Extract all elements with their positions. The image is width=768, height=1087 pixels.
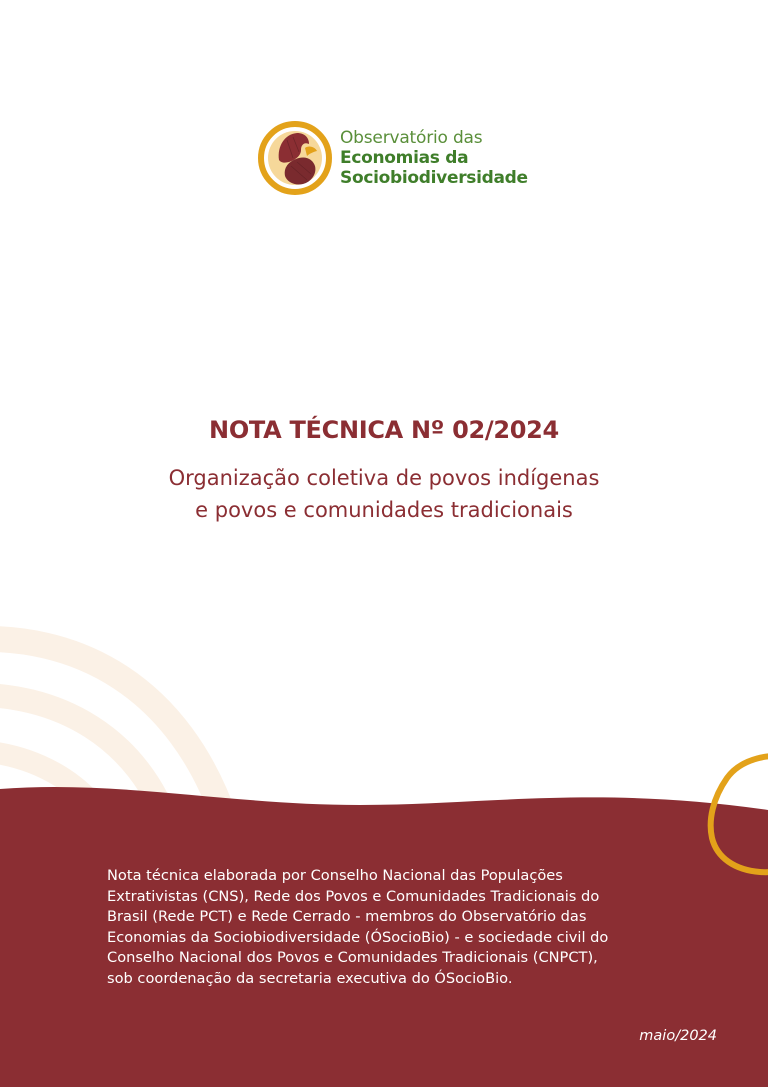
subtitle-line-1: Organização coletiva de povos indígenas	[168, 466, 600, 490]
note-line: Brasil (Rede PCT) e Rede Cerrado - membros do Observatório das	[107, 908, 587, 926]
logo-line-1: Observatório das	[340, 128, 483, 148]
document-subtitle	[0, 462, 768, 526]
authorship-note	[107, 866, 667, 990]
babassu-coconut-icon	[257, 118, 337, 198]
logo-wordmark	[340, 128, 528, 188]
note-line: sob coordenação da secretaria executiva do ÓSocioBio.	[107, 969, 513, 987]
note-line: Extrativistas (CNS), Rede dos Povos e Comunidades Tradicionais do	[107, 887, 600, 905]
subtitle-line-2: e povos e comunidades tradicionais	[195, 498, 573, 522]
note-line: Conselho Nacional dos Povos e Comunidades Tradicionais (CNPCT),	[107, 949, 598, 967]
note-line: Nota técnica elaborada por Conselho Nacional das Populações	[107, 867, 563, 884]
logo-line-2: Economias da	[340, 148, 469, 168]
observatorio-logo	[257, 118, 528, 200]
publication-date: maio/2024	[639, 1028, 717, 1044]
document-title: NOTA TÉCNICA Nº 02/2024	[209, 416, 559, 444]
decorative-background	[0, 600, 768, 1087]
note-line: Economias da Sociobiodiversidade (ÓSocioBio) - e sociedade civil do	[107, 928, 609, 946]
logo-line-3: Sociobiodiversidade	[340, 168, 528, 188]
